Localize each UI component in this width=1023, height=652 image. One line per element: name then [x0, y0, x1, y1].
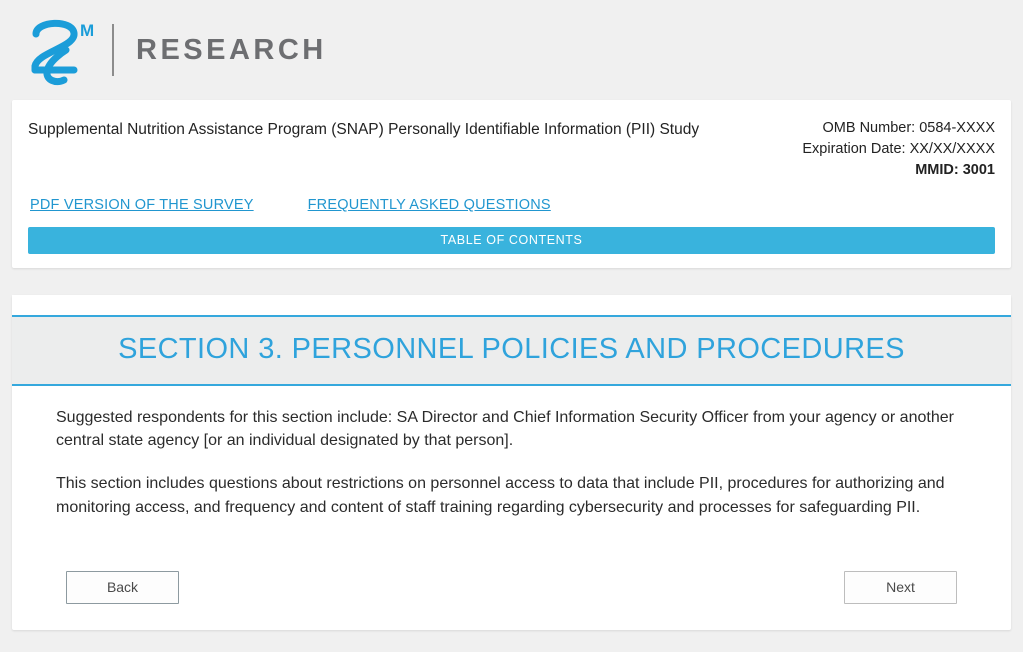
back-button[interactable]: Back — [66, 571, 179, 604]
table-of-contents-button[interactable]: TABLE OF CONTENTS — [28, 227, 995, 254]
omb-number: OMB Number: 0584-XXXX — [822, 120, 995, 136]
section-header — [12, 315, 1011, 386]
section-card — [12, 295, 1011, 630]
study-info-card — [12, 100, 1011, 268]
study-title: Supplemental Nutrition Assistance Program (SNAP) Personally Identifiable Information (PII) Study — [28, 121, 700, 138]
navigation-row — [12, 539, 1011, 612]
section-top-spacer — [12, 295, 1011, 315]
section-paragraph-description: This section includes questions about restrictions on personnel access to data that include PII, procedures for authorizing and monitoring access, and frequency and content of staff training regarding cybersecurity and processes for safeguarding PII. — [56, 475, 945, 516]
logo-wordmark: RESEARCH — [136, 33, 327, 66]
faq-link[interactable]: FREQUENTLY ASKED QUESTIONS — [307, 197, 551, 214]
expiration-date: Expiration Date: XX/XX/XXXX — [802, 141, 995, 158]
mmid: MMID: 3001 — [915, 162, 995, 179]
company-logo-icon — [22, 14, 100, 86]
pdf-version-link[interactable]: PDF VERSION OF THE SURVEY — [30, 197, 254, 214]
site-header — [0, 0, 1023, 100]
section-body — [12, 386, 1011, 519]
omb-info-block — [802, 118, 995, 181]
section-title: SECTION 3. PERSONNEL POLICIES AND PROCEDURES — [118, 333, 905, 366]
svg-text:M: M — [80, 21, 95, 40]
logo-divider — [112, 24, 114, 76]
document-links — [28, 197, 995, 213]
next-button[interactable]: Next — [844, 571, 957, 604]
section-paragraph-respondents: Suggested respondents for this section include: SA Director and Chief Information Security Officer from your agency or another central state agency [or an individual designated by that person]. — [56, 409, 954, 450]
